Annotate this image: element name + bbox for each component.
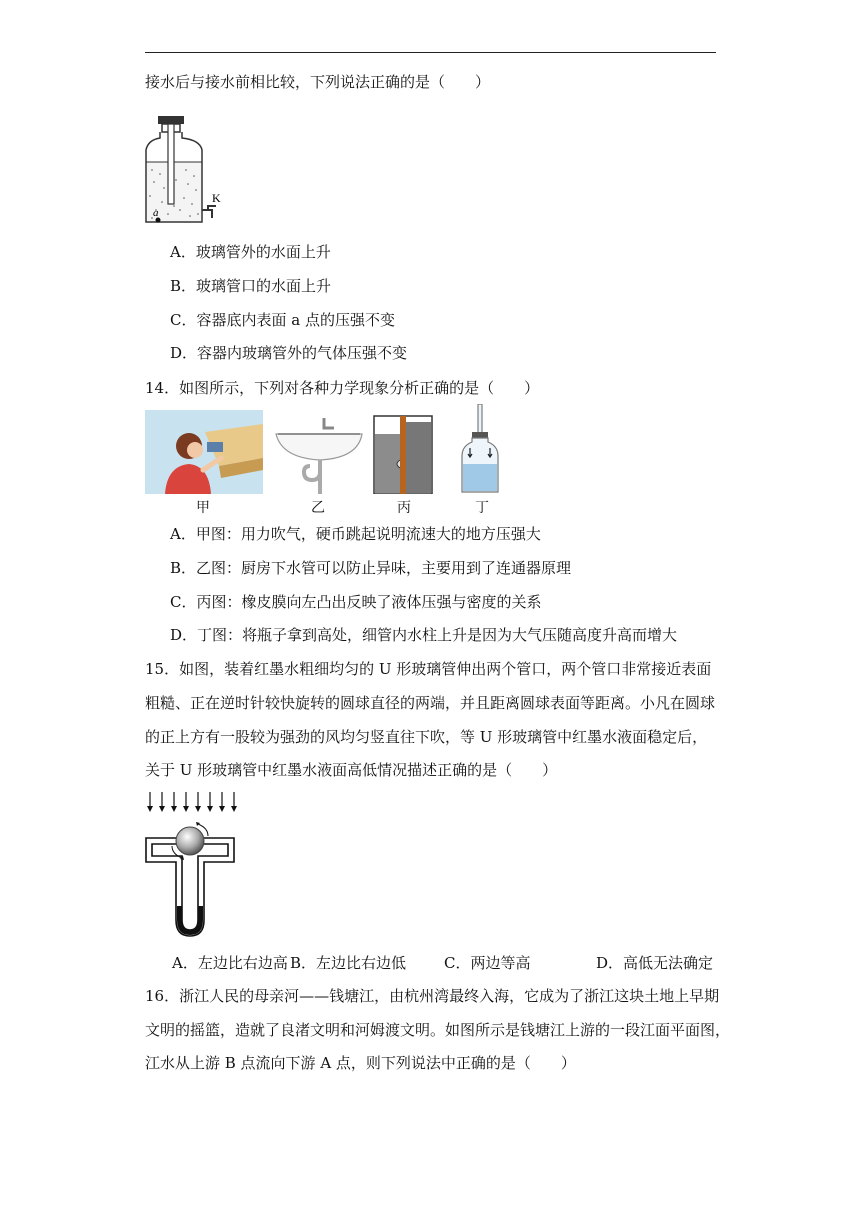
q13-option-a: A．玻璃管外的水面上升 xyxy=(170,243,331,261)
q14-figure-bing xyxy=(372,414,434,494)
q14-stem: 14．如图所示，下列对各种力学现象分析正确的是（ ） xyxy=(145,379,540,397)
q14-label-ding: 丁 xyxy=(475,500,489,516)
q16-stem-line-2: 文明的摇篮，造就了良渚文明和河姆渡文明。如图所示是钱塘江上游的一段江面平面图， xyxy=(145,1021,731,1039)
q15-stem-line-4: 关于 U 形玻璃管中红墨水液面高低情况描述正确的是（ ） xyxy=(145,761,558,779)
q13-stem: 接水后与接水前相比较，下列说法正确的是（ ） xyxy=(145,73,491,91)
q14-option-a: A．甲图：用力吹气，硬币跳起说明流速大的地方压强大 xyxy=(170,525,541,543)
q15-stem-line-2: 粗糙、正在逆时针较快旋转的圆球直径的两端，并且距离圆球表面等距离。小凡在圆球 xyxy=(145,694,716,712)
q14-label-yi: 乙 xyxy=(311,500,325,516)
q15-stem-line-3: 的正上方有一股较为强劲的风均匀竖直往下吹，等 U 形玻璃管中红墨水液面稳定后， xyxy=(145,728,708,746)
q16-stem-line-1: 16．浙江人民的母亲河——钱塘江，由杭州湾最终入海，它成为了浙江这块土地上早期 xyxy=(145,987,720,1005)
q13-option-c: C．容器底内表面 a 点的压强不变 xyxy=(170,311,395,329)
q13-label-a: a xyxy=(153,207,159,219)
header-rule xyxy=(145,52,716,53)
q15-utube-figure xyxy=(140,790,240,940)
q14-option-d: D．丁图：将瓶子拿到高处，细管内水柱上升是因为大气压随高度升高而增大 xyxy=(170,626,678,644)
q13-bottle-figure xyxy=(140,110,230,232)
q15-option-b: B．左边比右边低 xyxy=(290,954,407,972)
q14-figure-jia xyxy=(145,410,263,494)
q13-option-d: D．容器内玻璃管外的气体压强不变 xyxy=(170,344,408,362)
q14-option-b: B．乙图：厨房下水管可以防止异味，主要用到了连通器原理 xyxy=(170,559,572,577)
q15-stem-line-1: 15．如图，装着红墨水粗细均匀的 U 形玻璃管伸出两个管口，两个管口非常接近表面 xyxy=(145,660,712,678)
q16-stem-line-3: 江水从上游 B 点流向下游 A 点，则下列说法中正确的是（ ） xyxy=(145,1054,576,1072)
q14-label-bing: 丙 xyxy=(397,500,411,516)
q15-option-a: A．左边比右边高 xyxy=(172,954,288,972)
q13-label-k: K xyxy=(212,191,221,205)
q14-label-jia: 甲 xyxy=(196,500,210,516)
q14-figure-yi xyxy=(272,414,366,494)
q13-option-b: B．玻璃管口的水面上升 xyxy=(170,277,332,295)
q14-figure-ding xyxy=(458,404,504,496)
q14-option-c: C．丙图：橡皮膜向左凸出反映了液体压强与密度的关系 xyxy=(170,593,542,611)
q15-option-d: D．高低无法确定 xyxy=(596,954,714,972)
q15-option-c: C．两边等高 xyxy=(444,954,531,972)
